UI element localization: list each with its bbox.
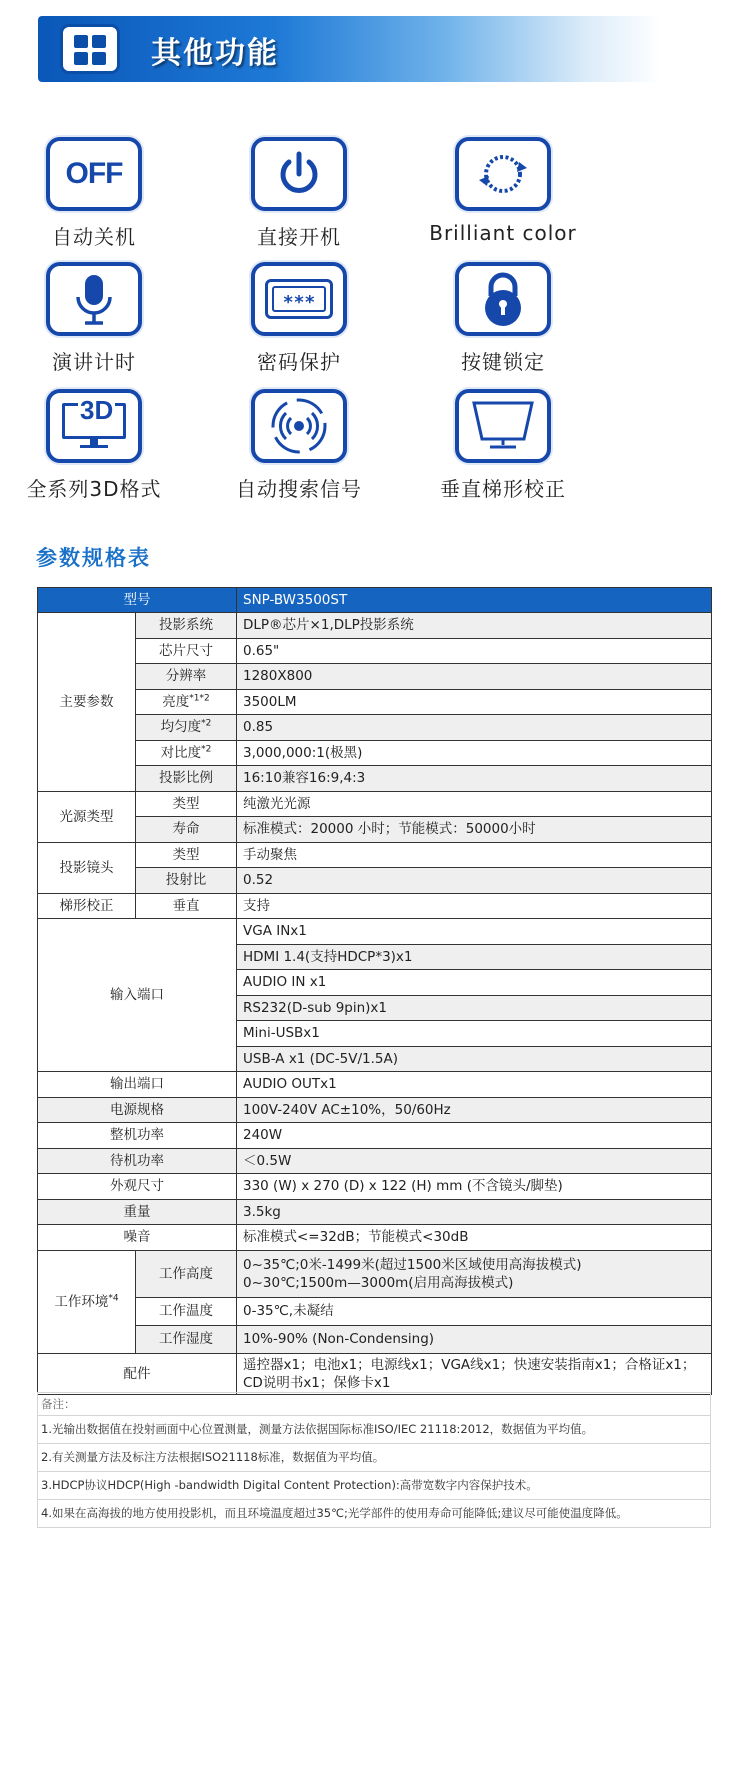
row-label: 均匀度$^{*2}$ [136, 715, 237, 741]
group-environment: 工作环境$^{*4}$ [38, 1250, 136, 1353]
model-label: 型号 [38, 588, 237, 613]
row-label: 工作温度 [136, 1297, 237, 1325]
row-value: 16:10兼容16:9,4:3 [237, 766, 712, 792]
feature-brilliant-color [393, 137, 613, 245]
row-value: 3,000,000:1(极黑) [237, 740, 712, 766]
table-row [38, 1123, 712, 1149]
grid-icon [60, 24, 120, 74]
note-item: 3.HDCP协议HDCP(High -bandwidth Digital Content Protection):高带宽数字内容保护技术。 [37, 1472, 711, 1500]
table-row [38, 919, 712, 945]
table-row [38, 689, 712, 715]
table-row [38, 740, 712, 766]
row-label: 寿命 [136, 817, 237, 843]
group-keystone: 梯形校正 [38, 893, 136, 919]
row-label: 芯片尺寸 [136, 638, 237, 664]
section-title: 其他功能 [151, 36, 279, 71]
table-row [38, 1297, 712, 1325]
feature-label: 自动关机 [52, 225, 136, 249]
password-icon-text: *** [282, 291, 316, 313]
table-row [38, 842, 712, 868]
table-row [38, 588, 712, 613]
feature-label: 直接开机 [257, 225, 341, 249]
padlock-icon [455, 262, 551, 336]
feature-direct-on [189, 137, 409, 250]
feature-label: 自动搜索信号 [236, 477, 362, 501]
model-value: SNP-BW3500ST [237, 588, 712, 613]
row-value: 手动聚焦 [237, 842, 712, 868]
table-row [38, 1353, 712, 1394]
notes-heading: 备注： [37, 1392, 711, 1416]
row-value: ＜0.5W [237, 1148, 712, 1174]
feature-label: 垂直梯形校正 [440, 477, 566, 501]
row-value: 纯激光光源 [237, 791, 712, 817]
row-label: 工作高度 [136, 1250, 237, 1297]
row-value: 0.52 [237, 868, 712, 894]
row-value: 遥控器x1；电池x1；电源线x1；VGA线x1；快速安装指南x1；合格证x1；CD说明书x1；保修卡x1 [237, 1353, 712, 1394]
table-row [38, 1072, 712, 1098]
row-value: USB-A x1 (DC-5V/1.5A) [237, 1046, 712, 1072]
row-value: 标准模式：20000 小时；节能模式：50000小时 [237, 817, 712, 843]
keystone-icon [455, 389, 551, 463]
row-value: 1280X800 [237, 664, 712, 690]
row-value: 240W [237, 1123, 712, 1149]
table-row [38, 1225, 712, 1251]
power-icon [251, 137, 347, 211]
password-icon [251, 262, 347, 336]
row-label: 重量 [38, 1199, 237, 1225]
row-label: 分辨率 [136, 664, 237, 690]
row-value-line: 0~35℃;0米-1499米(超过1500米区域使用高海拔模式) [243, 1256, 582, 1273]
table-row [38, 1097, 712, 1123]
signal-search-icon [251, 389, 347, 463]
row-label: 输出端口 [38, 1072, 237, 1098]
note-item: 1.光输出数据值在投射画面中心位置测量，测量方法依据国际标准ISO/IEC 21118:2012，数据值为平均值。 [37, 1416, 711, 1444]
section-banner [38, 16, 662, 82]
row-label: 垂直 [136, 893, 237, 919]
table-row [38, 638, 712, 664]
row-value: VGA INx1 [237, 919, 712, 945]
row-label: 外观尺寸 [38, 1174, 237, 1200]
table-row [38, 664, 712, 690]
table-row [38, 868, 712, 894]
row-value: 3.5kg [237, 1199, 712, 1225]
table-row [38, 817, 712, 843]
row-value: 100V-240V AC±10%，50/60Hz [237, 1097, 712, 1123]
notes-section [37, 1392, 711, 1528]
microphone-icon [46, 262, 142, 336]
row-label: 类型 [136, 842, 237, 868]
group-light-source: 光源类型 [38, 791, 136, 842]
row-value: DLP®芯片×1,DLP投影系统 [237, 613, 712, 639]
group-lens: 投影镜头 [38, 842, 136, 893]
table-row [38, 791, 712, 817]
feature-key-lock [393, 262, 613, 375]
row-value: 0-35℃,未凝结 [237, 1297, 712, 1325]
off-icon-text: OFF [65, 157, 123, 190]
feature-label: 密码保护 [257, 350, 341, 374]
row-label: 类型 [136, 791, 237, 817]
row-value: RS232(D-sub 9pin)x1 [237, 995, 712, 1021]
table-row [38, 766, 712, 792]
row-label: 亮度$^{*1*2}$ [136, 689, 237, 715]
note-item: 4.如果在高海拔的地方使用投影机，而且环境温度超过35℃;光学部件的使用寿命可能降低;建议尽可能使温度降低。 [37, 1500, 711, 1528]
row-value: HDMI 1.4(支持HDCP*3)x1 [237, 944, 712, 970]
row-value: 0.85 [237, 715, 712, 741]
feature-password [189, 262, 409, 375]
feature-label: 全系列3D格式 [26, 477, 162, 501]
row-value [237, 1250, 712, 1297]
row-value-line: 0~30℃;1500m—3000m(启用高海拔模式) [243, 1274, 514, 1291]
row-label: 配件 [38, 1353, 237, 1394]
row-value: 支持 [237, 893, 712, 919]
note-item: 2.有关测量方法及标注方法根据ISO21118标准，数据值为平均值。 [37, 1444, 711, 1472]
3d-icon-text: 3D [80, 395, 114, 425]
table-row [38, 1174, 712, 1200]
table-row [38, 1148, 712, 1174]
spec-table [37, 587, 712, 1395]
row-value: 标准模式<=32dB；节能模式<30dB [237, 1225, 712, 1251]
table-row [38, 1199, 712, 1225]
table-row [38, 715, 712, 741]
row-label: 电源规格 [38, 1097, 237, 1123]
3d-monitor-icon [46, 389, 142, 463]
row-label: 工作湿度 [136, 1325, 237, 1353]
color-cycle-icon [455, 137, 551, 211]
row-label: 噪音 [38, 1225, 237, 1251]
row-value: 3500LM [237, 689, 712, 715]
spec-table-title: 参数规格表 [36, 546, 151, 570]
feature-speech-timer [0, 262, 204, 375]
group-input-ports: 输入端口 [38, 919, 237, 1072]
feature-label: 按键锁定 [461, 350, 545, 374]
off-text-icon [46, 137, 142, 211]
feature-label: Brilliant color [429, 221, 577, 245]
row-label: 投影比例 [136, 766, 237, 792]
row-value: 0.65" [237, 638, 712, 664]
group-main-params: 主要参数 [38, 613, 136, 792]
table-row [38, 1250, 712, 1297]
table-row [38, 613, 712, 639]
feature-3d [0, 389, 204, 502]
table-row [38, 1325, 712, 1353]
feature-auto-off [0, 137, 204, 250]
row-value: AUDIO OUTx1 [237, 1072, 712, 1098]
row-label: 投射比 [136, 868, 237, 894]
row-label: 整机功率 [38, 1123, 237, 1149]
row-label: 投影系统 [136, 613, 237, 639]
feature-auto-search [189, 389, 409, 502]
row-value: 330 (W) x 270 (D) x 122 (H) mm (不含镜头/脚垫) [237, 1174, 712, 1200]
table-row [38, 893, 712, 919]
row-label: 对比度$^{*2}$ [136, 740, 237, 766]
row-value: Mini-USBx1 [237, 1021, 712, 1047]
feature-label: 演讲计时 [52, 350, 136, 374]
feature-keystone [393, 389, 613, 502]
row-value: AUDIO IN x1 [237, 970, 712, 996]
row-label: 待机功率 [38, 1148, 237, 1174]
row-value: 10%-90% (Non-Condensing) [237, 1325, 712, 1353]
